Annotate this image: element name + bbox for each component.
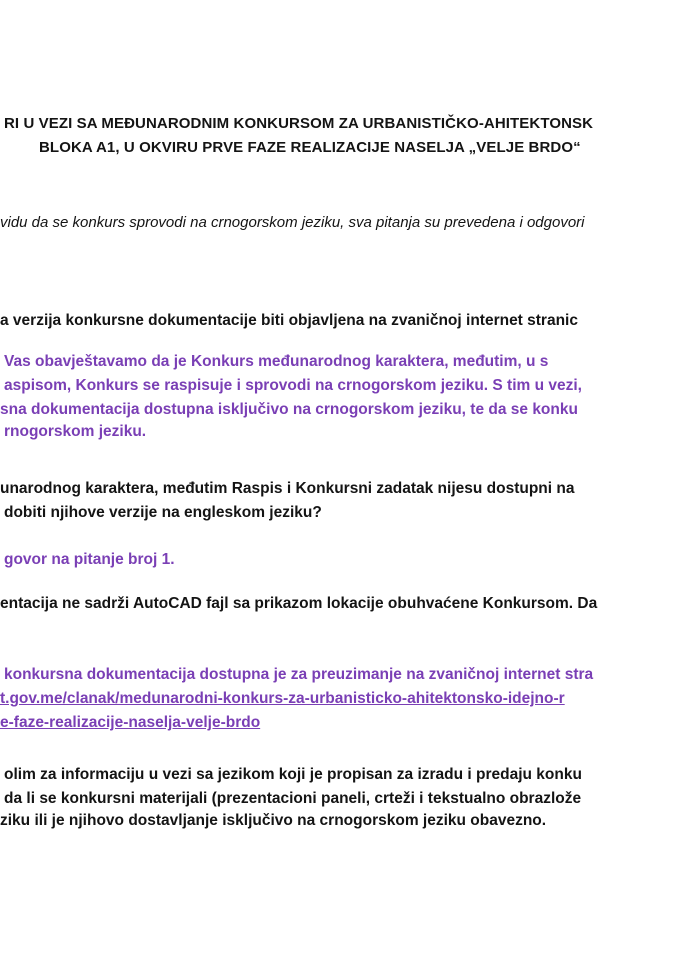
document-title-line-1: RI U VEZI SA MEĐUNARODNIM KONKURSOM ZA URBANISTIČKO-AHITEKTONSK xyxy=(4,115,594,132)
question-4-line-1: olim za informaciju u vezi sa jezikom koji je propisan za izradu i predaju konku xyxy=(4,766,582,783)
answer-1-line-3: sna dokumentacija dostupna isključivo na crnogorskom jeziku, te da se konku xyxy=(0,401,578,418)
answer-3: konkursna dokumentacija dostupna je za preuzimanje na zvaničnoj internet stra xyxy=(4,666,594,683)
intro-note: vidu da se konkurs sprovodi na crnogorskom jeziku, sva pitanja su prevedena i odgovori xyxy=(0,214,585,231)
answer-1-line-2: aspisom, Konkurs se raspisuje i sprovodi na crnogorskom jeziku. S tim u vezi, xyxy=(4,377,582,394)
document-title-line-2: BLOKA A1, U OKVIRU PRVE FAZE REALIZACIJE NASELJA „VELJE BRDO“ xyxy=(39,139,581,156)
question-3: entacija ne sadrži AutoCAD fajl sa prikazom lokacije obuhvaćene Konkursom. Da xyxy=(0,595,598,612)
answer-3-link-line-1[interactable]: t.gov.me/clanak/medunarodni-konkurs-za-urbanisticko-ahitektonsko-idejno-r xyxy=(0,690,565,707)
question-1: a verzija konkursne dokumentacije biti objavljena na zvaničnoj internet stranic xyxy=(0,312,578,329)
question-4-line-2: da li se konkursni materijali (prezentacioni paneli, crteži i tekstualno obrazlože xyxy=(4,790,582,807)
answer-1-line-4: rnogorskom jeziku. xyxy=(4,423,147,440)
question-4-line-3: ziku ili je njihovo dostavljanje isključivo na crnogorskom jeziku obavezno. xyxy=(0,812,547,829)
question-2-line-1: unarodnog karaktera, međutim Raspis i Konkursni zadatak nijesu dostupni na xyxy=(0,480,575,497)
answer-2: govor na pitanje broj 1. xyxy=(4,551,175,568)
answer-3-link-line-2[interactable]: e-faze-realizacije-naselja-velje-brdo xyxy=(0,714,261,731)
question-2-line-2: dobiti njihove verzije na engleskom jeziku? xyxy=(4,504,322,521)
answer-1-line-1: Vas obavještavamo da je Konkurs međunarodnog karaktera, međutim, u s xyxy=(4,353,549,370)
